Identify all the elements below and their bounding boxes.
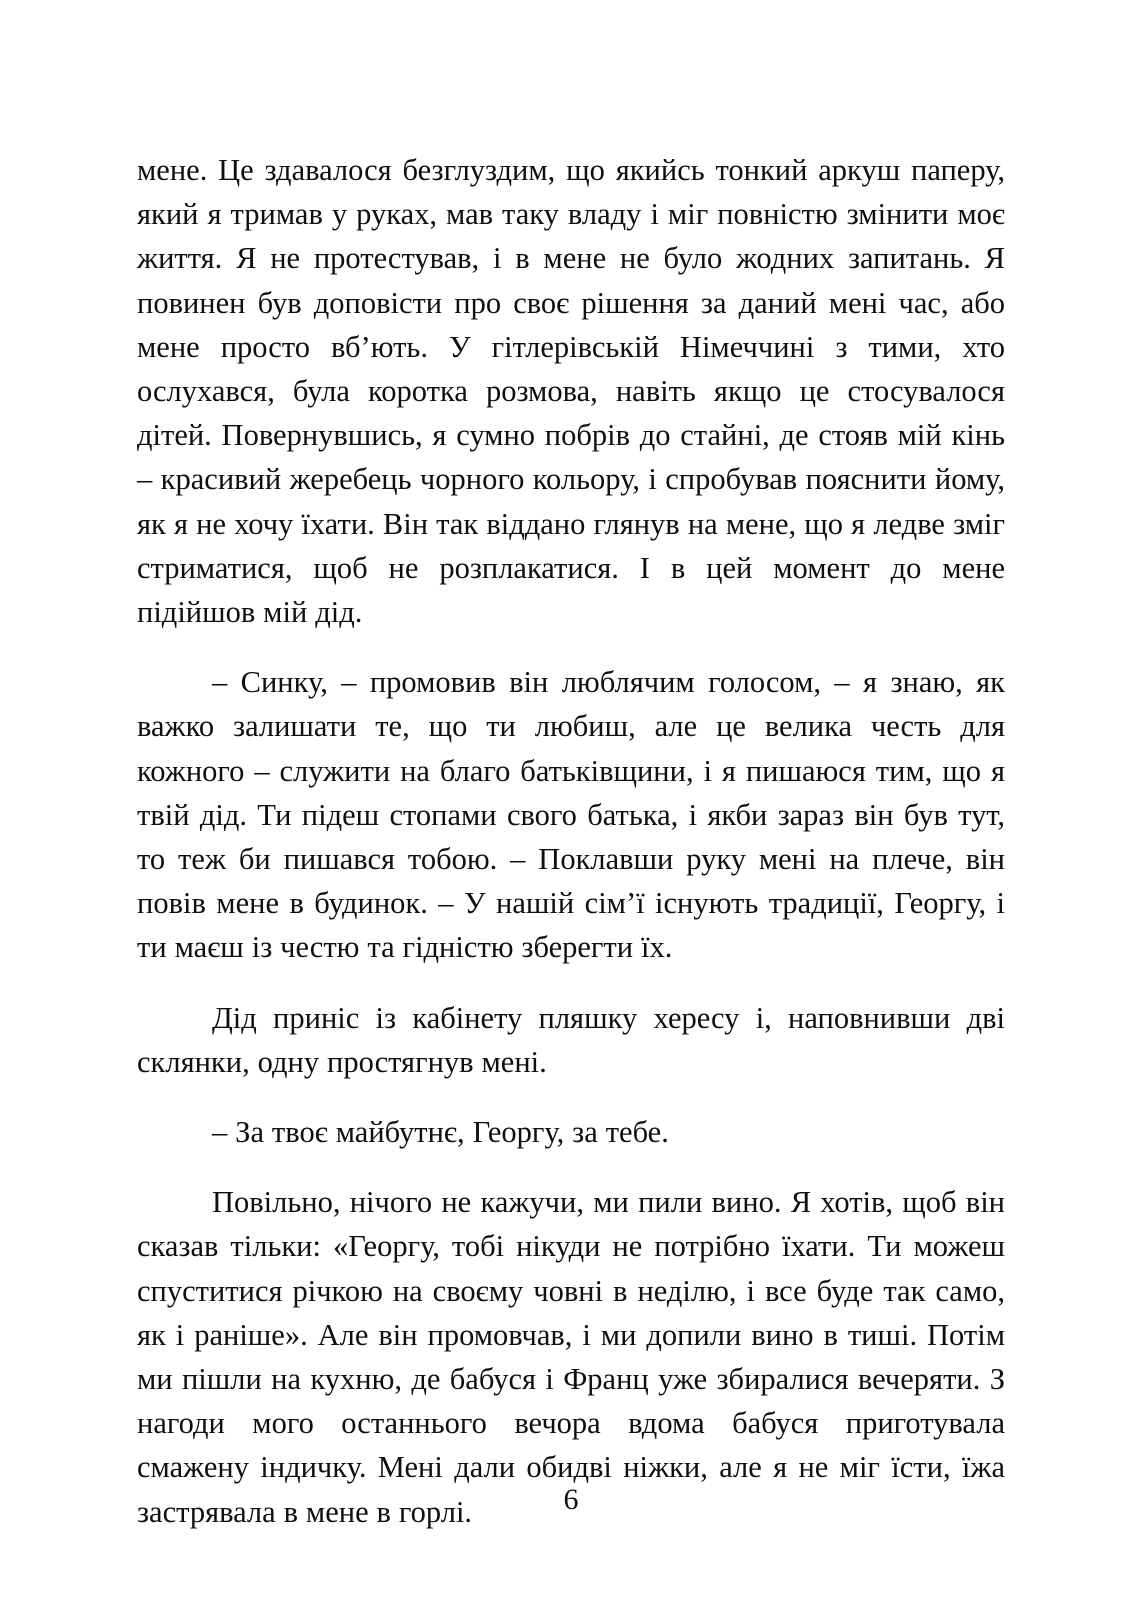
- page-text-block: [137, 148, 1005, 1534]
- paragraph-4: – За твоє майбутнє, Георгу, за тебе.: [212, 1115, 669, 1150]
- paragraph-2: – Синку, – промовив він люблячим голосом, – я знаю, як важко залишати те, що ти любиш, але це велика честь для кожного – служити на благо батьківщини, і я пишаюся тим, що я твій дід. Ти підеш стопами свого батька, і якби зараз він був тут, то теж би пишався тобою. – Поклавши руку мені на плече, він повів мене в будинок. – У нашій сім’ї існують традиції, Георгу, і ти маєш із честю та гідністю зберегти їх.: [137, 665, 1005, 965]
- page-number: 6: [563, 1483, 579, 1516]
- paragraph-5: Повільно, нічого не кажучи, ми пили вино. Я хотів, щоб він сказав тільки: «Георгу, тобі нікуди не потрібно їхати. Ти можеш спуститися річкою на своєму човні в неділю, і все буде так само, як і раніше». Але він промовчав, і ми допили вино в тиші. Потім ми пішли на кухню, де бабуся і Франц уже збиралися вечеряти. З нагоди мого останнього вечора вдома бабуся приготувала смажену індичку. Мені дали обидві ніжки, але я не міг їсти, їжа застрявала в мене в горлі.: [137, 1185, 1005, 1529]
- paragraph-3: Дід приніс із кабінету пляшку хересу і, наповнивши дві склянки, одну простягнув мені.: [137, 1000, 1005, 1079]
- paragraph-1: мене. Це здавалося безглуздим, що якийсь тонкий аркуш паперу, який я тримав у руках, мав таку владу і міг повністю змінити моє життя. Я не протестував, і в мене не було жодних запитань. Я повинен був доповісти про своє рішення за даний мені час, або мене просто вб’ють. У гітлерівській Німеччині з тими, хто ослухався, була коротка розмова, навіть якщо це стосувалося дітей. Повернувшись, я сумно побрів до стайні, де стояв мій кінь – красивий жеребець чорного кольору, і спробував пояснити йому, як я не хочу їхати. Він так віддано глянув на мене, що я ледве зміг стриматися, щоб не розплакатися. І в цей момент до мене підійшов мій дід.: [137, 153, 1005, 630]
